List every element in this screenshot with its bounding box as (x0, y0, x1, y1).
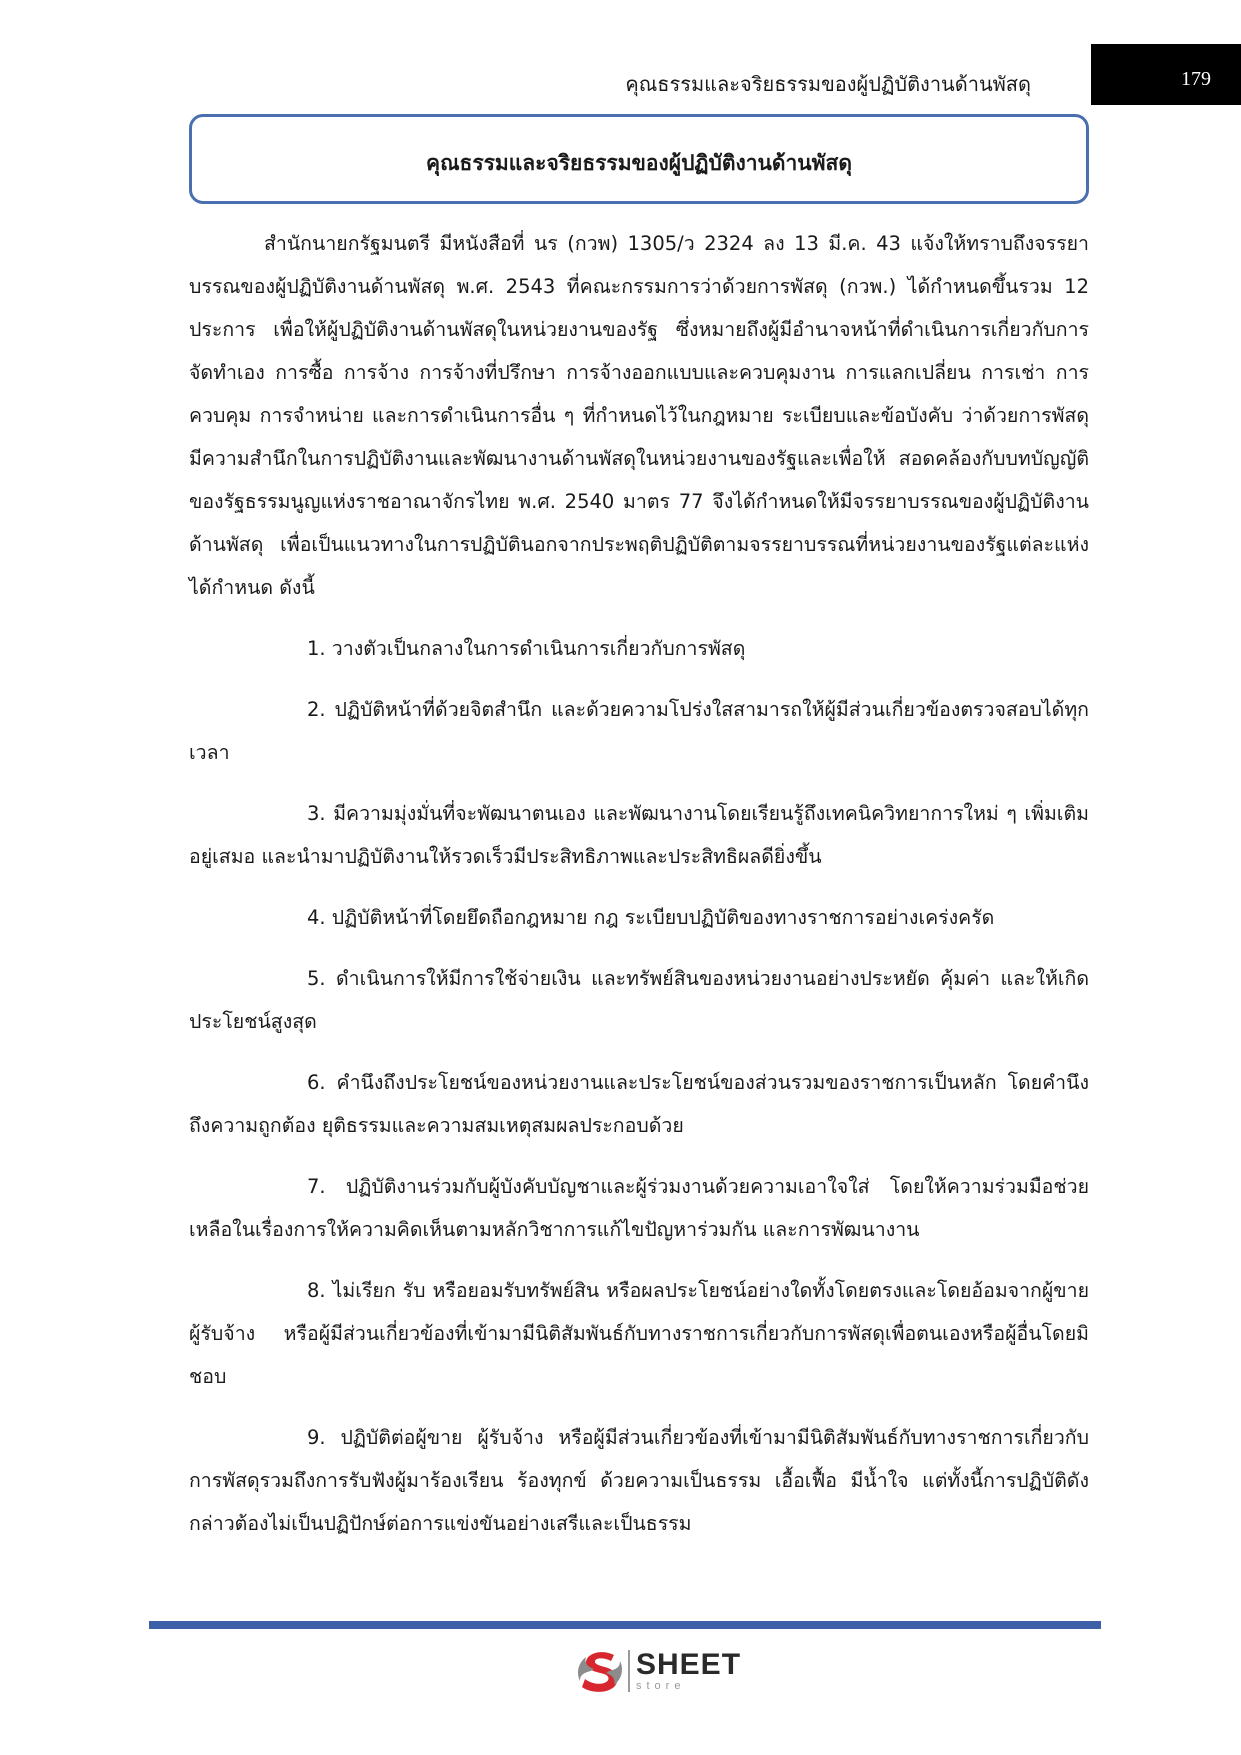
running-header-title: คุณธรรมและจริยธรรมของผู้ปฏิบัติงานด้านพัสดุ (625, 72, 1031, 96)
logo-word: SHEET (636, 1648, 742, 1681)
intro-paragraph: สำนักนายกรัฐมนตรี มีหนังสือที่ นร (กวพ) 1305/ว 2324 ลง 13 มี.ค. 43 แจ้งให้ทราบถึงจรรยาบรรณของผู้ปฏิบัติงานด้านพัสดุ พ.ศ. 2543 ที่คณะกรรมการว่าด้วยการพัสดุ (กวพ.) ได้กำหนดขึ้นรวม 12 ประการ เพื่อให้ผู้ปฏิบัติงานด้านพัสดุในหน่วยงานของรัฐ ซึ่งหมายถึงผู้มีอำนาจหน้าที่ดำเนินการเกี่ยวกับการจัดทำเอง การซื้อ การจ้าง การจ้างที่ปรึกษา การจ้างออกแบบและควบคุมงาน การแลกเปลี่ยน การเช่า การควบคุม การจำหน่าย และการดำเนินการอื่น ๆ ที่กำหนดไว้ในกฎหมาย ระเบียบและข้อบังคับ ว่าด้วยการพัสดุ มีความสำนึกในการปฏิบัติงานและพัฒนางานด้านพัสดุในหน่วยงานของรัฐและเพื่อให้ สอดคล้องกับบทบัญญัติของรัฐธรรมนูญแห่งราชอาณาจักรไทย พ.ศ. 2540 มาตร 77 จึงได้กำหนดให้มีจรรยาบรรณของผู้ปฏิบัติงานด้านพัสดุ เพื่อเป็นแนวทางในการปฏิบัตินอกจากประพฤติปฏิบัติตามจรรยาบรรณที่หน่วยงานของรัฐแต่ละแห่งได้กำหนด ดังนี้ (189, 232, 1089, 599)
list-item: 4. ปฏิบัติหน้าที่โดยยึดถือกฎหมาย กฎ ระเบียบปฏิบัติของทางราชการอย่างเคร่งครัด (307, 906, 995, 929)
list-item: 5. ดำเนินการให้มีการใช้จ่ายเงิน และทรัพย์สินของหน่วยงานอย่างประหยัด คุ้มค่า และให้เกิดประโยชน์สูงสุด (189, 967, 1089, 1033)
list-item: 9. ปฏิบัติต่อผู้ขาย ผู้รับจ้าง หรือผู้มีส่วนเกี่ยวข้องที่เข้ามามีนิติสัมพันธ์กับทางราชการเกี่ยวกับการพัสดุรวมถึงการรับฟังผู้มาร้องเรียน ร้องทุกข์ ด้วยความเป็นธรรม เอื้อเฟื้อ มีน้ำใจ แต่ทั้งนี้การปฏิบัติดังกล่าวต้องไม่เป็นปฏิปักษ์ต่อการแข่งขันอย่างเสรีและเป็นธรรม (189, 1426, 1089, 1535)
document-title: คุณธรรมและจริยธรรมของผู้ปฏิบัติงานด้านพัสดุ (426, 150, 852, 175)
title-box (189, 114, 1089, 204)
footer-rule (149, 1621, 1101, 1629)
list-item: 1. วางตัวเป็นกลางในการดำเนินการเกี่ยวกับการพัสดุ (307, 637, 746, 660)
document-body (189, 222, 1089, 1545)
logo-text (636, 1650, 741, 1692)
logo-subword: store (636, 1680, 686, 1692)
page-number: 179 (1181, 68, 1211, 90)
list-item: 2. ปฏิบัติหน้าที่ด้วยจิตสำนึก และด้วยความโปร่งใสสามารถให้ผู้มีส่วนเกี่ยวข้องตรวจสอบได้ทุกเวลา (189, 698, 1089, 764)
page-number-tab (1091, 44, 1241, 105)
list-item: 7. ปฏิบัติงานร่วมกับผู้บังคับบัญชาและผู้ร่วมงานด้วยความเอาใจใส่ โดยให้ความร่วมมือช่วยเหลือในเรื่องการให้ความคิดเห็นตามหลักวิชาการแก้ไขปัญหาร่วมกัน และการพัฒนางาน (189, 1175, 1089, 1241)
sheet-store-logo-icon (576, 1647, 624, 1695)
sheet-store-logo (576, 1646, 741, 1696)
list-item: 3. มีความมุ่งมั่นที่จะพัฒนาตนเอง และพัฒนางานโดยเรียนรู้ถึงเทคนิควิทยาการใหม่ ๆ เพิ่มเติมอยู่เสมอ และนำมาปฏิบัติงานให้รวดเร็วมีประสิทธิภาพและประสิทธิผลดียิ่งขึ้น (189, 802, 1089, 868)
list-item: 8. ไม่เรียก รับ หรือยอมรับทรัพย์สิน หรือผลประโยชน์อย่างใดทั้งโดยตรงและโดยอ้อมจากผู้ขาย ผู้รับจ้าง หรือผู้มีส่วนเกี่ยวข้องที่เข้ามามีนิติสัมพันธ์กับทางราชการเกี่ยวกับการพัสดุเพื่อตนเองหรือผู้อื่นโดยมิชอบ (189, 1279, 1089, 1388)
logo-divider (628, 1650, 630, 1692)
ethics-list (189, 627, 1089, 1545)
list-item: 6. คำนึงถึงประโยชน์ของหน่วยงานและประโยชน์ของส่วนรวมของราชการเป็นหลัก โดยคำนึงถึงความถูกต้อง ยุติธรรมและความสมเหตุสมผลประกอบด้วย (189, 1071, 1089, 1137)
